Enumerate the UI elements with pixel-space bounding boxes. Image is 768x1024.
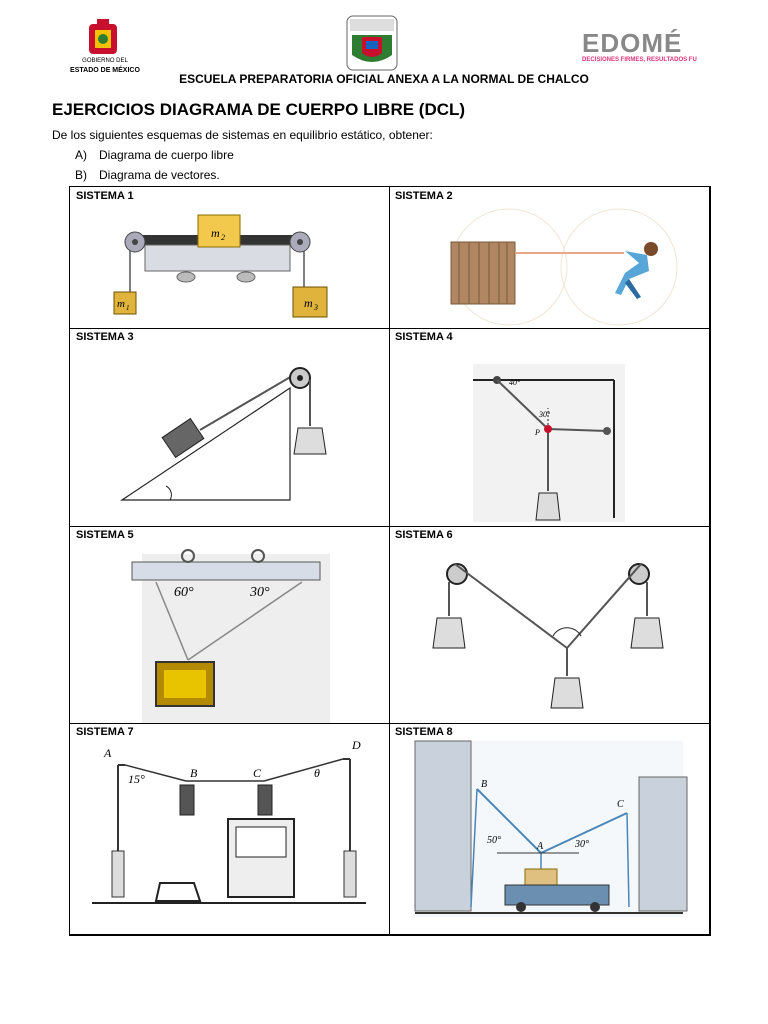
system-6-figure (389, 526, 709, 723)
system-6-cell (389, 526, 710, 724)
system-label: SISTEMA 6 (395, 529, 453, 541)
gob-line2: ESTADO DE MÉXICO (70, 67, 140, 74)
m3-label: m (304, 296, 313, 310)
system-1-figure (70, 187, 389, 328)
m2-sub: 2 (221, 233, 225, 242)
edomex-logo: EDOMÉ (582, 28, 683, 58)
m1-label: m (117, 298, 125, 310)
system-2-cell (389, 187, 710, 329)
m2-label: m (211, 226, 220, 240)
systems-grid (69, 186, 711, 936)
system-label: SISTEMA 1 (76, 190, 134, 202)
theta-label: θ (314, 766, 320, 780)
point-p-label: P (535, 428, 540, 437)
m3-sub: 3 (314, 303, 318, 312)
system-1-cell (70, 187, 390, 329)
system-label: SISTEMA 3 (76, 331, 134, 343)
system-label: SISTEMA 2 (395, 190, 453, 202)
m1-sub: 1 (126, 304, 130, 312)
point-b-label: B (481, 779, 488, 790)
system-8-cell (389, 723, 710, 935)
document-title: EJERCICIOS DIAGRAMA DE CUERPO LIBRE (DCL) (52, 100, 466, 119)
system-7-cell (70, 723, 390, 935)
edomex-tagline: DECISIONES FIRMES, RESULTADOS FU (582, 57, 697, 63)
school-crest-icon (346, 15, 398, 71)
gob-line1: GOBIERNO DEL (82, 58, 128, 64)
angle-40-label: 40° (509, 378, 521, 387)
angle-30-label: 30° (575, 839, 589, 850)
point-d-label: D (352, 738, 361, 752)
document-intro: De los siguientes esquemas de sistemas en equilibrio estático, obtener: (52, 128, 433, 142)
system-4-figure (389, 328, 709, 526)
system-2-figure (389, 187, 709, 328)
system-label: SISTEMA 4 (395, 331, 453, 343)
list-item (75, 148, 234, 162)
list-item-text: Diagrama de cuerpo libre (99, 148, 234, 162)
system-label: SISTEMA 5 (76, 529, 134, 541)
point-a-label: A (537, 841, 544, 852)
gobierno-seal-icon (85, 18, 121, 58)
school-name: ESCUELA PREPARATORIA OFICIAL ANEXA A LA NORMAL DE CHALCO (179, 72, 589, 86)
point-c-label: C (253, 766, 262, 780)
angle-50-label: 50° (487, 835, 501, 846)
system-5-cell (70, 526, 390, 724)
point-a-label: A (104, 746, 112, 760)
system-8-figure (389, 723, 709, 934)
system-label: SISTEMA 8 (395, 726, 453, 738)
system-3-figure (70, 328, 389, 526)
list-item-text: Diagrama de vectores. (99, 168, 220, 182)
angle-60-label: 60° (174, 585, 194, 600)
list-item-letter: A) (75, 148, 87, 162)
angle-30-label: 30° (250, 585, 270, 600)
list-item (75, 168, 220, 182)
angle-15-label: 15° (128, 772, 145, 786)
system-label: SISTEMA 7 (76, 726, 134, 738)
list-item-letter: B) (75, 168, 87, 182)
point-c-label: C (617, 799, 624, 810)
point-b-label: B (190, 766, 198, 780)
system-4-cell (389, 328, 710, 527)
system-7-figure (70, 723, 389, 934)
angle-30-label: 30° (539, 410, 551, 419)
system-3-cell (70, 328, 390, 527)
system-5-figure (70, 526, 389, 723)
